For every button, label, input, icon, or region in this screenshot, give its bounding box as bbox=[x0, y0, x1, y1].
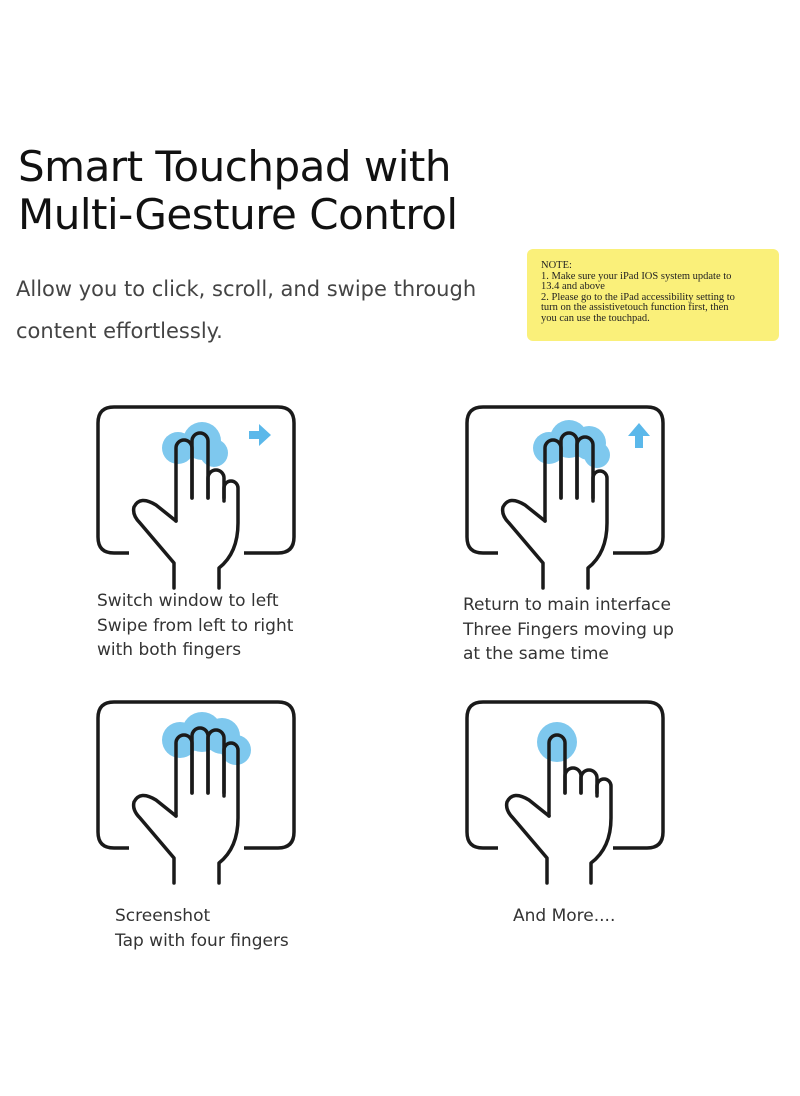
title-line-2: Multi-Gesture Control bbox=[18, 190, 458, 239]
note-line-3: 2. Please go to the iPad accessibility setting to bbox=[541, 291, 735, 303]
caption-line: with both fingers bbox=[97, 640, 242, 660]
note-line-1: 1. Make sure your iPad IOS system update to bbox=[541, 270, 732, 282]
gesture-card-swipe-left bbox=[94, 403, 304, 593]
subtitle-line-1: Allow you to click, scroll, and swipe through bbox=[16, 277, 477, 301]
caption-line: Three Fingers moving up bbox=[463, 619, 674, 640]
three-finger-swipe-up-icon bbox=[463, 403, 673, 593]
note-box bbox=[527, 249, 779, 341]
title-line-1: Smart Touchpad with bbox=[18, 142, 451, 191]
subtitle-line-2: content effortlessly. bbox=[16, 319, 223, 343]
caption-line: Return to main interface bbox=[463, 595, 671, 615]
four-finger-tap-icon bbox=[94, 698, 304, 888]
note-heading: NOTE: bbox=[541, 260, 572, 271]
one-finger-tap-icon bbox=[463, 698, 673, 888]
gesture-caption-main-interface bbox=[463, 593, 674, 667]
page-subtitle bbox=[16, 268, 506, 352]
caption-line: Tap with four fingers bbox=[115, 930, 289, 951]
caption-line: Switch window to left bbox=[97, 591, 279, 611]
caption-line: Screenshot bbox=[115, 906, 211, 926]
page-title bbox=[18, 143, 458, 239]
caption-line: at the same time bbox=[463, 644, 609, 664]
gesture-card-screenshot bbox=[94, 698, 304, 888]
note-line-4: turn on the assistivetouch function first, then bbox=[541, 302, 729, 313]
caption-line: And More.... bbox=[513, 906, 616, 926]
gesture-card-more bbox=[463, 698, 673, 888]
gesture-caption-more bbox=[513, 904, 615, 929]
note-line-2: 13.4 and above bbox=[541, 281, 605, 292]
note-line-5: you can use the touchpad. bbox=[541, 312, 650, 324]
two-finger-swipe-right-icon bbox=[94, 403, 304, 593]
caption-line: Swipe from left to right bbox=[97, 615, 294, 636]
gesture-caption-screenshot bbox=[115, 904, 289, 953]
gesture-card-main-interface bbox=[463, 403, 673, 593]
gesture-caption-swipe-left bbox=[97, 589, 293, 663]
